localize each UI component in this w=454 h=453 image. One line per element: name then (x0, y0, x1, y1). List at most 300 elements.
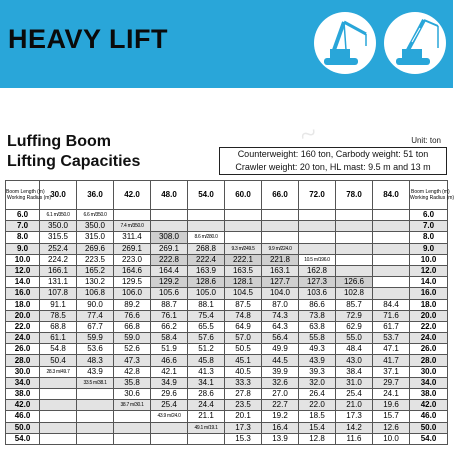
capacity-cell: 26.4 (299, 389, 336, 400)
working-radius-cell: 34.0 (6, 377, 40, 388)
corner-header-left (6, 181, 52, 210)
table-row (6, 366, 448, 377)
capacity-cell: 39.9 (262, 366, 299, 377)
capacity-cell (77, 411, 114, 422)
capacity-cell: 107.8 (40, 288, 77, 299)
capacity-cell (373, 232, 410, 243)
capacity-cell: 13.9 (262, 433, 299, 444)
capacity-cell (40, 377, 77, 388)
capacity-cell: 29.7 (373, 377, 410, 388)
capacity-cell: 126.6 (336, 277, 373, 288)
watermark: ~ (294, 116, 322, 153)
working-radius-cell: 14.0 (6, 277, 40, 288)
capacity-cell (373, 265, 410, 276)
working-radius-cell: 16.0 (6, 288, 40, 299)
capacity-cell: 315.0 (77, 232, 114, 243)
capacity-cell: 129.2 (151, 277, 188, 288)
table-row (6, 232, 448, 243)
capacity-cell: 6.1 m/350.0 (40, 210, 77, 221)
capacity-cell: 46.6 (151, 355, 188, 366)
working-radius-cell-right: 34.0 (410, 377, 448, 388)
working-radius-cell-right: 46.0 (410, 411, 448, 422)
capacity-cell (336, 210, 373, 221)
capacity-cell (299, 210, 336, 221)
table-row (6, 355, 448, 366)
capacity-cell: 66.2 (151, 321, 188, 332)
capacity-cell (336, 221, 373, 232)
working-radius-cell-right: 50.0 (410, 422, 448, 433)
table-row (6, 265, 448, 276)
capacity-cell: 88.7 (151, 299, 188, 310)
capacity-cell: 8.6 m/280.0 (188, 232, 225, 243)
working-radius-cell-right: 28.0 (410, 355, 448, 366)
capacity-cell: 10.0 (373, 433, 410, 444)
boom-length-header: 42.0 (114, 181, 151, 210)
capacity-cell: 38.7 m/30.1 (114, 400, 151, 411)
capacity-cell: 223.5 (77, 254, 114, 265)
table-row (6, 377, 448, 388)
capacity-cell (373, 277, 410, 288)
capacity-cell (262, 210, 299, 221)
capacity-cell: 45.1 (225, 355, 262, 366)
table-row (6, 422, 448, 433)
working-radius-cell-right: 16.0 (410, 288, 448, 299)
capacity-cell: 77.4 (77, 310, 114, 321)
table-header-row (6, 181, 448, 210)
capacity-cell: 62.9 (336, 321, 373, 332)
boom-length-header: 84.0 (373, 181, 410, 210)
capacity-cell: 49.9 (262, 344, 299, 355)
capacity-cell: 49.1 m/19.1 (188, 422, 225, 433)
capacity-cell: 162.8 (299, 265, 336, 276)
capacity-cell: 54.8 (40, 344, 77, 355)
capacity-cell: 90.0 (77, 299, 114, 310)
capacity-cell (336, 265, 373, 276)
working-radius-cell: 10.0 (6, 254, 40, 265)
capacity-cell (299, 243, 336, 254)
capacity-cell: 106.0 (114, 288, 151, 299)
working-radius-cell-right: 26.0 (410, 344, 448, 355)
capacity-cell: 350.0 (77, 221, 114, 232)
capacity-cell: 43.9 (299, 355, 336, 366)
capacity-cell: 269.1 (151, 243, 188, 254)
capacity-cell: 18.5 (299, 411, 336, 422)
capacity-cell (225, 210, 262, 221)
capacity-cell: 9.3 m/249.5 (225, 243, 262, 254)
capacity-cell: 16.4 (262, 422, 299, 433)
table-row (6, 288, 448, 299)
capacity-cell: 55.0 (336, 333, 373, 344)
working-radius-cell-right: 12.0 (410, 265, 448, 276)
capacity-cell: 33.3 (225, 377, 262, 388)
capacity-cell: 31.0 (336, 377, 373, 388)
boom-length-header: 72.0 (299, 181, 336, 210)
capacity-cell: 30.6 (114, 389, 151, 400)
capacity-cell: 41.3 (188, 366, 225, 377)
corner-working-radius-right: Working Radius (m) (410, 195, 454, 201)
capacity-cell: 34.9 (151, 377, 188, 388)
capacity-cell: 56.4 (262, 333, 299, 344)
working-radius-cell: 22.0 (6, 321, 40, 332)
capacity-cell: 66.8 (114, 321, 151, 332)
capacity-cell: 35.8 (114, 377, 151, 388)
capacity-cell: 308.0 (151, 232, 188, 243)
table-row (6, 333, 448, 344)
capacity-cell: 52.6 (114, 344, 151, 355)
capacity-cell: 128.1 (225, 277, 262, 288)
capacity-cell: 268.8 (188, 243, 225, 254)
working-radius-cell: 38.0 (6, 389, 40, 400)
capacity-cell: 84.4 (373, 299, 410, 310)
capacity-cell: 10.5 m/196.0 (299, 254, 336, 265)
capacity-cell (299, 232, 336, 243)
capacity-cell (373, 210, 410, 221)
capacity-cell (77, 400, 114, 411)
capacity-cell: 61.1 (40, 333, 77, 344)
capacity-cell: 28.6 (188, 389, 225, 400)
capacity-cell (40, 433, 77, 444)
capacity-cell: 15.4 (299, 422, 336, 433)
capacity-cell: 49.3 (299, 344, 336, 355)
capacity-cell: 74.8 (225, 310, 262, 321)
capacity-cell: 39.3 (299, 366, 336, 377)
capacity-cell: 87.0 (262, 299, 299, 310)
capacity-cell: 7.4 m/350.0 (114, 221, 151, 232)
section-title-line2: Lifting Capacities (7, 153, 141, 170)
capacity-cell (336, 232, 373, 243)
capacity-cell (77, 422, 114, 433)
capacity-cell (114, 422, 151, 433)
capacity-cell (114, 210, 151, 221)
boom-length-header: 36.0 (77, 181, 114, 210)
capacity-cell: 61.7 (373, 321, 410, 332)
capacity-cell: 127.7 (262, 277, 299, 288)
corner-boom-length: Boom Length (m) (6, 189, 45, 195)
capacity-cell: 64.9 (225, 321, 262, 332)
capacity-cell: 222.1 (225, 254, 262, 265)
capacity-cell (77, 389, 114, 400)
capacity-cell (151, 210, 188, 221)
capacity-cell: 43.0 (336, 355, 373, 366)
table-row (6, 243, 448, 254)
boom-length-header: 54.0 (188, 181, 225, 210)
table-row (6, 411, 448, 422)
capacity-cell: 63.8 (299, 321, 336, 332)
capacity-cell (151, 422, 188, 433)
boom-length-header: 66.0 (262, 181, 299, 210)
corner-working-radius: Working Radius (m) (7, 195, 52, 201)
table-row (6, 321, 448, 332)
capacity-cell: 164.4 (151, 265, 188, 276)
capacity-cell: 68.8 (40, 321, 77, 332)
capacity-cell: 311.4 (114, 232, 151, 243)
capacity-cell (373, 288, 410, 299)
working-radius-cell: 12.0 (6, 265, 40, 276)
capacity-cell: 59.0 (114, 333, 151, 344)
capacity-cell (336, 243, 373, 254)
capacity-cell: 53.6 (77, 344, 114, 355)
capacity-cell: 76.1 (151, 310, 188, 321)
capacity-cell: 55.8 (299, 333, 336, 344)
capacity-cell: 29.6 (151, 389, 188, 400)
lifting-capacity-table (5, 180, 454, 445)
working-radius-cell-right: 38.0 (410, 389, 448, 400)
capacity-cell: 34.1 (188, 377, 225, 388)
capacity-cell: 57.6 (188, 333, 225, 344)
capacity-cell (225, 232, 262, 243)
capacity-cell: 222.4 (188, 254, 225, 265)
capacity-cell: 47.3 (114, 355, 151, 366)
capacity-cell: 89.2 (114, 299, 151, 310)
capacity-cell: 25.4 (151, 400, 188, 411)
capacity-cell (299, 221, 336, 232)
capacity-cell: 28.3 m/49.7 (40, 366, 77, 377)
capacity-cell: 165.2 (77, 265, 114, 276)
corner-header-right (410, 181, 454, 210)
working-radius-cell: 20.0 (6, 310, 40, 321)
capacity-cell: 33.5 m/38.1 (77, 377, 114, 388)
working-radius-cell-right: 14.0 (410, 277, 448, 288)
capacity-cell (40, 400, 77, 411)
working-radius-cell-right: 6.0 (410, 210, 448, 221)
capacity-cell: 41.7 (373, 355, 410, 366)
table-row (6, 210, 448, 221)
capacity-cell: 86.6 (299, 299, 336, 310)
capacity-cell: 32.0 (299, 377, 336, 388)
capacity-cell: 23.5 (225, 400, 262, 411)
crawler-crane-lattice-icon (384, 12, 446, 74)
capacity-cell (114, 411, 151, 422)
capacity-cell (225, 221, 262, 232)
capacity-cell: 53.7 (373, 333, 410, 344)
capacity-cell: 350.0 (40, 221, 77, 232)
capacity-cell: 42.8 (114, 366, 151, 377)
capacity-cell: 45.8 (188, 355, 225, 366)
capacity-cell: 27.0 (262, 389, 299, 400)
capacity-cell: 163.9 (188, 265, 225, 276)
working-radius-cell: 18.0 (6, 299, 40, 310)
capacity-cell: 12.8 (299, 433, 336, 444)
spec-line-1: Counterweight: 160 ton, Carbody weight: 51 ton (237, 149, 429, 159)
capacity-cell: 12.6 (373, 422, 410, 433)
working-radius-cell-right: 24.0 (410, 333, 448, 344)
section-title-line1: Luffing Boom (7, 133, 111, 150)
capacity-cell: 27.8 (225, 389, 262, 400)
capacity-cell: 51.2 (188, 344, 225, 355)
capacity-cell (40, 389, 77, 400)
boom-length-header: 78.0 (336, 181, 373, 210)
working-radius-cell: 30.0 (6, 366, 40, 377)
working-radius-cell-right: 9.0 (410, 243, 448, 254)
working-radius-cell: 42.0 (6, 400, 40, 411)
capacity-cell: 17.3 (336, 411, 373, 422)
capacity-cell: 15.7 (373, 411, 410, 422)
capacity-cell: 78.5 (40, 310, 77, 321)
capacity-cell: 43.9 m/24.0 (151, 411, 188, 422)
capacity-cell: 224.2 (40, 254, 77, 265)
working-radius-cell: 28.0 (6, 355, 40, 366)
capacity-cell (40, 422, 77, 433)
capacity-cell: 104.0 (262, 288, 299, 299)
table-row (6, 344, 448, 355)
capacity-cell: 14.2 (336, 422, 373, 433)
capacity-cell: 43.9 (77, 366, 114, 377)
capacity-cell: 25.4 (336, 389, 373, 400)
capacity-cell: 129.5 (114, 277, 151, 288)
capacity-cell: 252.4 (40, 243, 77, 254)
boom-length-header: 48.0 (151, 181, 188, 210)
table-row (6, 389, 448, 400)
capacity-cell: 91.1 (40, 299, 77, 310)
working-radius-cell-right: 8.0 (410, 232, 448, 243)
capacity-cell: 21.0 (336, 400, 373, 411)
capacity-cell (188, 210, 225, 221)
capacity-cell: 74.3 (262, 310, 299, 321)
capacity-cell: 223.0 (114, 254, 151, 265)
capacity-cell: 88.1 (188, 299, 225, 310)
working-radius-cell-right: 54.0 (410, 433, 448, 444)
capacity-cell: 64.3 (262, 321, 299, 332)
brand-title: HEAVY LIFT (8, 24, 169, 54)
capacity-cell: 105.6 (151, 288, 188, 299)
capacity-cell (114, 433, 151, 444)
working-radius-cell: 7.0 (6, 221, 40, 232)
capacity-cell: 21.1 (188, 411, 225, 422)
capacity-cell: 163.5 (225, 265, 262, 276)
working-radius-cell-right: 42.0 (410, 400, 448, 411)
working-radius-cell-right: 20.0 (410, 310, 448, 321)
capacity-cell: 106.8 (77, 288, 114, 299)
capacity-cell: 71.6 (373, 310, 410, 321)
working-radius-cell: 6.0 (6, 210, 40, 221)
capacity-cell: 32.6 (262, 377, 299, 388)
capacity-cell: 22.0 (299, 400, 336, 411)
capacity-cell: 127.3 (299, 277, 336, 288)
capacity-cell: 44.5 (262, 355, 299, 366)
capacity-cell: 38.4 (336, 366, 373, 377)
table-row (6, 433, 448, 444)
table-row (6, 277, 448, 288)
capacity-cell: 65.5 (188, 321, 225, 332)
capacity-cell: 72.9 (336, 310, 373, 321)
capacity-cell: 50.5 (225, 344, 262, 355)
capacity-cell: 20.1 (225, 411, 262, 422)
capacity-cell: 104.5 (225, 288, 262, 299)
capacity-cell: 73.8 (299, 310, 336, 321)
capacity-cell: 269.1 (114, 243, 151, 254)
capacity-cell: 222.8 (151, 254, 188, 265)
table-row (6, 310, 448, 321)
capacity-cell: 51.9 (151, 344, 188, 355)
capacity-cell (262, 232, 299, 243)
working-radius-cell-right: 10.0 (410, 254, 448, 265)
capacity-cell: 48.4 (336, 344, 373, 355)
capacity-cell: 15.3 (225, 433, 262, 444)
capacity-cell: 48.3 (77, 355, 114, 366)
capacity-cell: 221.8 (262, 254, 299, 265)
capacity-cell: 24.1 (373, 389, 410, 400)
working-radius-cell-right: 7.0 (410, 221, 448, 232)
capacity-cell: 131.1 (40, 277, 77, 288)
capacity-cell: 9.9 m/224.0 (262, 243, 299, 254)
working-radius-cell-right: 22.0 (410, 321, 448, 332)
working-radius-cell: 26.0 (6, 344, 40, 355)
working-radius-cell-right: 18.0 (410, 299, 448, 310)
capacity-cell (151, 433, 188, 444)
capacity-cell: 17.3 (225, 422, 262, 433)
capacity-cell: 166.1 (40, 265, 77, 276)
capacity-cell: 24.4 (188, 400, 225, 411)
working-radius-cell: 24.0 (6, 333, 40, 344)
table-body (6, 210, 448, 445)
capacity-cell: 22.7 (262, 400, 299, 411)
table-row (6, 299, 448, 310)
spec-box (219, 147, 447, 175)
capacity-cell: 19.2 (262, 411, 299, 422)
capacity-cell (188, 433, 225, 444)
capacity-cell (40, 411, 77, 422)
capacity-cell (77, 433, 114, 444)
capacity-cell: 103.6 (299, 288, 336, 299)
capacity-cell: 11.6 (336, 433, 373, 444)
unit-label: Unit: ton (411, 136, 441, 145)
boom-length-header: 60.0 (225, 181, 262, 210)
capacity-cell: 76.6 (114, 310, 151, 321)
boom-length-header: 30.0 (40, 181, 77, 210)
capacity-cell: 40.5 (225, 366, 262, 377)
capacity-cell (262, 221, 299, 232)
capacity-cell: 42.1 (151, 366, 188, 377)
crawler-crane-luffing-icon (314, 12, 376, 74)
capacity-cell: 105.0 (188, 288, 225, 299)
working-radius-cell: 9.0 (6, 243, 40, 254)
capacity-cell: 128.6 (188, 277, 225, 288)
capacity-cell: 163.1 (262, 265, 299, 276)
corner-boom-length-right: Boom Length (m) (411, 189, 450, 195)
working-radius-cell: 8.0 (6, 232, 40, 243)
table-row (6, 221, 448, 232)
capacity-cell: 87.5 (225, 299, 262, 310)
capacity-cell: 50.4 (40, 355, 77, 366)
capacity-cell: 37.1 (373, 366, 410, 377)
capacity-cell: 47.1 (373, 344, 410, 355)
working-radius-cell: 54.0 (6, 433, 40, 444)
capacity-cell: 269.6 (77, 243, 114, 254)
spec-line-2: Crawler weight: 20 ton, HL mast: 9.5 m and 13 m (235, 162, 431, 172)
capacity-cell (373, 243, 410, 254)
capacity-cell (336, 254, 373, 265)
capacity-cell (373, 221, 410, 232)
working-radius-cell-right: 30.0 (410, 366, 448, 377)
capacity-cell: 75.4 (188, 310, 225, 321)
capacity-cell: 315.5 (40, 232, 77, 243)
capacity-cell: 6.6 m/350.0 (77, 210, 114, 221)
capacity-cell (188, 221, 225, 232)
capacity-cell: 59.9 (77, 333, 114, 344)
capacity-cell: 85.7 (336, 299, 373, 310)
capacity-cell (151, 221, 188, 232)
table-row (6, 400, 448, 411)
table-row (6, 254, 448, 265)
working-radius-cell: 50.0 (6, 422, 40, 433)
capacity-cell: 57.0 (225, 333, 262, 344)
capacity-cell (373, 254, 410, 265)
capacity-cell: 58.4 (151, 333, 188, 344)
capacity-cell: 67.7 (77, 321, 114, 332)
capacity-cell: 130.2 (77, 277, 114, 288)
capacity-cell: 164.6 (114, 265, 151, 276)
working-radius-cell: 46.0 (6, 411, 40, 422)
